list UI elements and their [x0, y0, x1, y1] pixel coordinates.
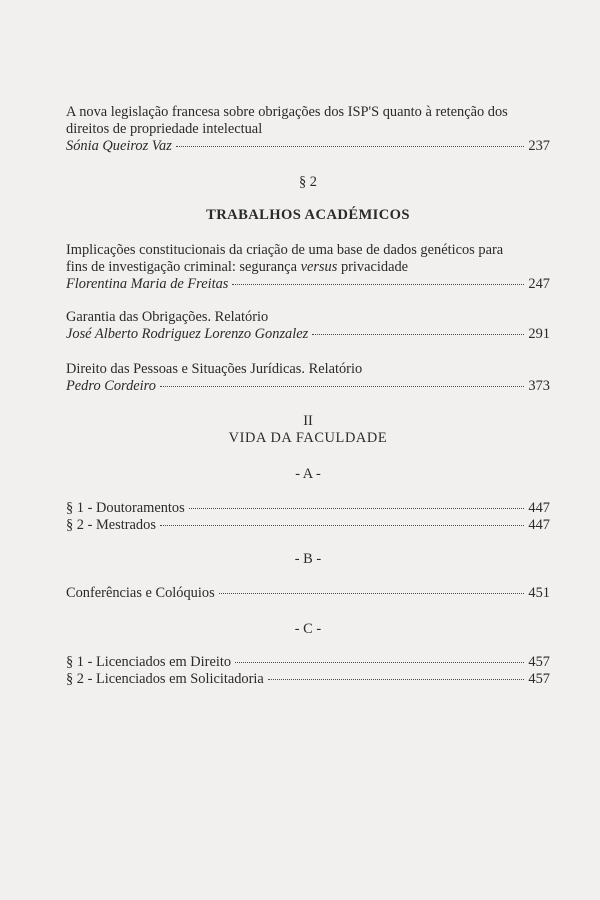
entry-page-number: 247	[528, 276, 550, 292]
entry-author: José Alberto Rodriguez Lorenzo Gonzalez	[66, 326, 309, 342]
toc-group	[66, 585, 550, 602]
toc-entry	[66, 361, 550, 395]
dot-leader	[219, 593, 525, 594]
dot-leader	[176, 146, 525, 147]
part-heading: VIDA DA FACULDADE	[228, 430, 388, 446]
group-label: - C -	[294, 621, 322, 637]
entry-title-line: A nova legislação francesa sobre obrigações dos ISP'S quanto à retenção dos	[66, 104, 508, 120]
toc-row	[66, 654, 550, 671]
toc-row	[66, 500, 550, 517]
toc-row-label: § 2 - Mestrados	[66, 517, 156, 533]
toc-row	[66, 585, 550, 602]
group-label: - A -	[295, 466, 321, 482]
entry-author: Sónia Queiroz Vaz	[66, 138, 172, 154]
toc-row-label: Conferências e Colóquios	[66, 585, 215, 601]
toc-row	[66, 671, 550, 688]
entry-title-line: direitos de propriedade intelectual	[66, 121, 263, 137]
toc-row-label: § 1 - Doutoramentos	[66, 500, 185, 516]
dot-leader	[268, 679, 525, 680]
entry-author-row	[66, 378, 550, 395]
entry-title-line: Implicações constitucionais da criação de uma base de dados genéticos para	[66, 242, 504, 258]
entry-author-row	[66, 326, 550, 343]
dot-leader	[235, 662, 524, 663]
dot-leader	[160, 386, 524, 387]
entry-title-line: Garantia das Obrigações. Relatório	[66, 309, 269, 325]
part-numeral: II	[303, 413, 313, 429]
toc-row-page: 457	[528, 654, 550, 670]
toc-row-page: 447	[528, 500, 550, 516]
toc-entry	[66, 104, 550, 155]
entry-page-number: 373	[528, 378, 550, 394]
toc-row-label: § 2 - Licenciados em Solicitadoria	[66, 671, 264, 687]
entry-title-line: fins de investigação criminal: segurança versus privacidade	[66, 259, 409, 275]
toc-row-label: § 1 - Licenciados em Direito	[66, 654, 232, 670]
toc-row-page: 447	[528, 517, 550, 533]
toc-group	[66, 500, 550, 534]
section-marker: § 2	[299, 174, 317, 190]
toc-group	[66, 654, 550, 688]
toc-row-page: 457	[528, 671, 550, 687]
section-heading: TRABALHOS ACADÉMICOS	[206, 207, 410, 223]
toc-entry	[66, 309, 550, 343]
toc-row	[66, 517, 550, 534]
entry-author-row	[66, 276, 550, 293]
entry-title-line: Direito das Pessoas e Situações Jurídicas. Relatório	[66, 361, 363, 377]
dot-leader	[232, 284, 524, 285]
entry-author: Florentina Maria de Freitas	[66, 276, 229, 292]
entry-author-row	[66, 138, 550, 155]
emphasis-versus: versus	[300, 259, 338, 275]
toc-entry	[66, 242, 550, 293]
dot-leader	[189, 508, 525, 509]
entry-page-number: 237	[528, 138, 550, 154]
entry-author: Pedro Cordeiro	[66, 378, 156, 394]
dot-leader	[312, 334, 524, 335]
dot-leader	[160, 525, 524, 526]
entry-page-number: 291	[528, 326, 550, 342]
toc-row-page: 451	[528, 585, 550, 601]
group-label: - B -	[294, 551, 322, 567]
